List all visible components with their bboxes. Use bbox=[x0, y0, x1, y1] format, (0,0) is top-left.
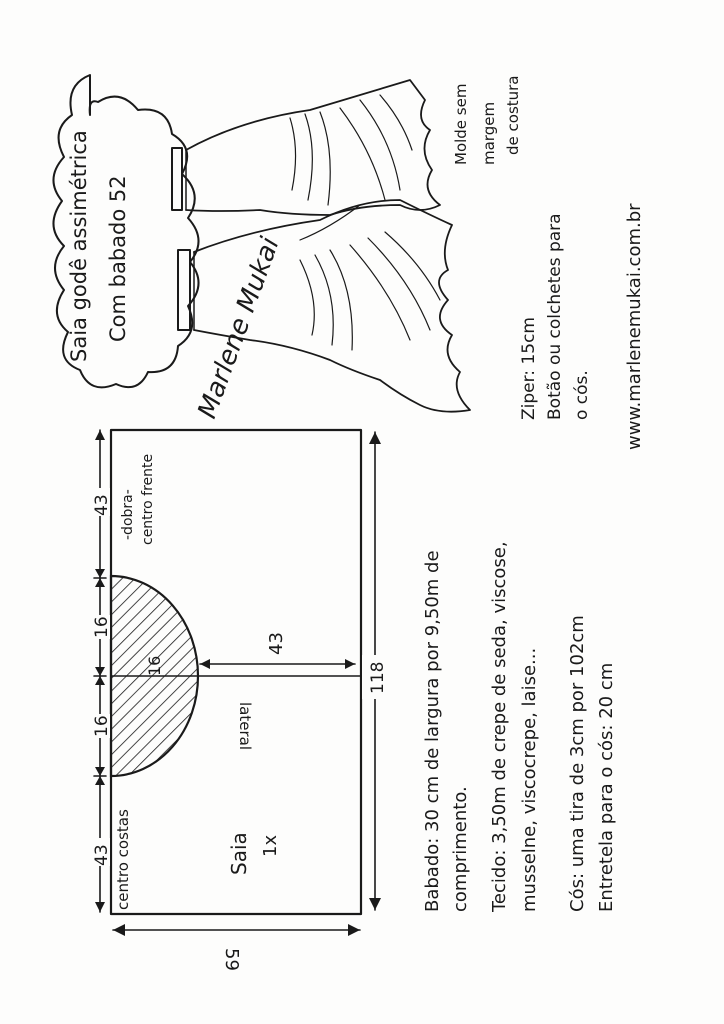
dim-height-59: 59 bbox=[221, 948, 242, 971]
closure-line1: Botão ou colchetes para bbox=[545, 213, 565, 420]
centro-frente-label: centro frente bbox=[140, 453, 156, 545]
piece-qty: 1x bbox=[260, 834, 281, 857]
illustration-note-line3: de costura bbox=[504, 75, 522, 155]
illustration-note-line2: margem bbox=[480, 101, 498, 165]
top-dimensions bbox=[88, 430, 112, 912]
note-babado-line1: Babado: 30 cm de largura por 9,50m de bbox=[422, 550, 443, 912]
dim-16-a: 16 bbox=[92, 715, 112, 737]
title-line2: Com babado 52 bbox=[106, 175, 130, 342]
closure-line2: o cós. bbox=[572, 370, 592, 420]
title-line1: Saia godê assimétrica bbox=[67, 130, 91, 362]
notes bbox=[422, 541, 617, 913]
zipper-note: Ziper: 15cm bbox=[519, 317, 539, 420]
pattern-piece bbox=[111, 430, 361, 914]
note-tecido-line2: musselne, viscocrepe, laise... bbox=[519, 647, 540, 912]
note-cos-line2: Entretela para o cós: 20 cm bbox=[596, 662, 617, 912]
total-length-dimension bbox=[362, 432, 388, 910]
dim-length-43: 43 bbox=[266, 632, 287, 655]
centro-costas-label: centro costas bbox=[114, 809, 132, 910]
note-babado-line2: comprimento. bbox=[450, 786, 471, 912]
piece-name: Saia bbox=[227, 832, 251, 875]
dim-left-43: 43 bbox=[92, 844, 112, 866]
note-cos-line1: Cós: uma tira de 3cm por 102cm bbox=[567, 615, 588, 912]
signature: Marlene Mukai bbox=[192, 233, 286, 423]
dim-total-118: 118 bbox=[368, 661, 388, 694]
illustration-note-line1: Molde sem bbox=[452, 83, 470, 165]
width-dimension bbox=[113, 924, 360, 971]
dim-right-43: 43 bbox=[92, 494, 112, 516]
dim-radius-16: 16 bbox=[145, 655, 164, 676]
lateral-label: lateral bbox=[236, 702, 254, 750]
website: www.marlenemukai.com.br bbox=[624, 203, 645, 450]
title-cloud bbox=[53, 75, 198, 387]
dobra-label: -dobra- bbox=[120, 489, 136, 540]
dim-16-b: 16 bbox=[92, 616, 112, 638]
note-tecido-line1: Tecido: 3,50m de crepe de seda, viscose, bbox=[489, 541, 510, 912]
